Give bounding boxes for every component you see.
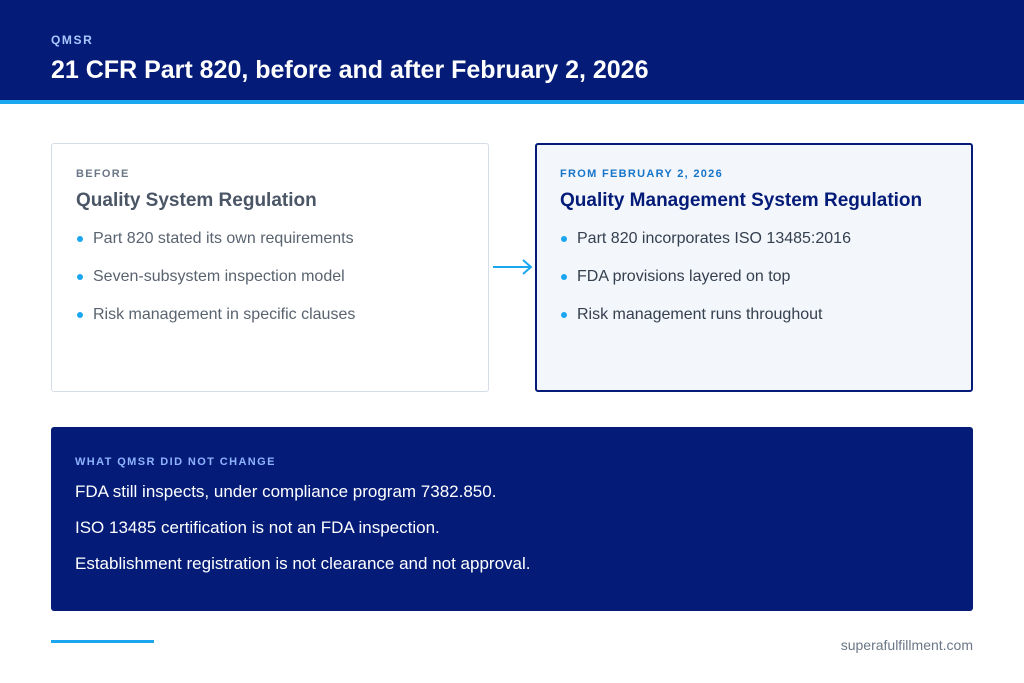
- list-item-text: Risk management runs throughout: [577, 306, 823, 323]
- list-item: [76, 229, 464, 249]
- arrow-right-icon: [492, 258, 534, 276]
- list-item: [560, 229, 948, 249]
- unchanged-line: ISO 13485 certification is not an FDA inspection.: [75, 518, 440, 537]
- bullet-dot-icon: [77, 236, 83, 242]
- bullet-dot-icon: [77, 312, 83, 318]
- unchanged-line: Establishment registration is not clearance and not approval.: [75, 554, 531, 573]
- bullet-dot-icon: [561, 274, 567, 280]
- bullet-dot-icon: [561, 312, 567, 318]
- after-kicker: FROM FEBRUARY 2, 2026: [560, 168, 724, 180]
- list-item: [560, 305, 948, 325]
- before-kicker: BEFORE: [76, 168, 130, 180]
- list-item: [76, 267, 464, 287]
- unchanged-panel: [51, 427, 973, 611]
- after-list: [560, 229, 948, 325]
- page-title: 21 CFR Part 820, before and after February 2, 2026: [51, 56, 649, 84]
- list-item-text: FDA provisions layered on top: [577, 268, 791, 285]
- footer-site: superafulfillment.com: [840, 637, 973, 653]
- after-card: [535, 143, 973, 392]
- header-banner: [0, 0, 1024, 100]
- list-item-text: Part 820 incorporates ISO 13485:2016: [577, 230, 851, 247]
- unchanged-lines: [75, 482, 949, 574]
- list-item: [560, 267, 948, 287]
- header-accent-rule: [0, 100, 1024, 104]
- list-item-text: Risk management in specific clauses: [93, 306, 356, 323]
- unchanged-kicker: WHAT QMSR DID NOT CHANGE: [75, 456, 276, 468]
- header-eyebrow: QMSR: [51, 33, 94, 47]
- bullet-dot-icon: [561, 236, 567, 242]
- list-item: [76, 305, 464, 325]
- unchanged-line: FDA still inspects, under compliance program 7382.850.: [75, 482, 497, 501]
- list-item-text: Seven-subsystem inspection model: [93, 268, 345, 285]
- footer-accent-rule: [51, 640, 154, 643]
- bullet-dot-icon: [77, 274, 83, 280]
- list-item-text: Part 820 stated its own requirements: [93, 230, 354, 247]
- before-list: [76, 229, 464, 325]
- after-heading: Quality Management System Regulation: [560, 190, 923, 211]
- before-card: [51, 143, 489, 392]
- before-heading: Quality System Regulation: [76, 190, 317, 211]
